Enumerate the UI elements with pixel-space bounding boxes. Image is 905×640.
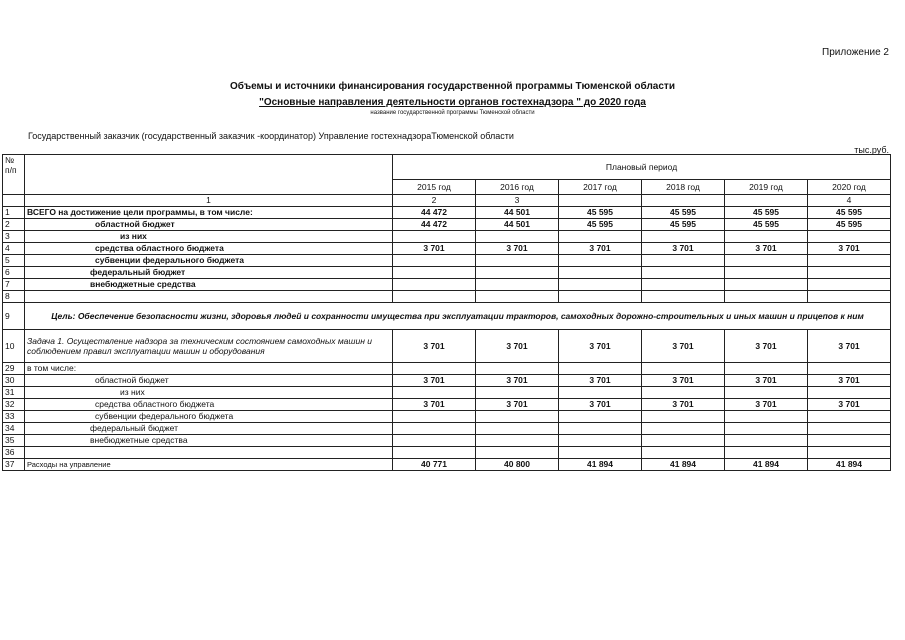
table-row [3, 399, 891, 411]
value-cell [476, 291, 559, 303]
col-number-cell [559, 195, 642, 207]
row-number-cell: 1 [3, 207, 25, 219]
value-cell [393, 291, 476, 303]
row-number-cell: 10 [3, 330, 25, 363]
value-cell [476, 435, 559, 447]
row-number-cell: 9 [3, 303, 25, 330]
value-cell [725, 255, 808, 267]
row-number-cell: 30 [3, 375, 25, 387]
value-cell [725, 231, 808, 243]
value-cell [642, 423, 725, 435]
value-cell: 45 595 [725, 207, 808, 219]
table-row [3, 219, 891, 231]
value-cell [393, 363, 476, 375]
value-cell: 3 701 [393, 375, 476, 387]
row-label-cell: Задача 1. Осуществление надзора за техническим состоянием самоходных машин и соблюдением правил эксплуатации машин и оборудования [25, 330, 393, 363]
value-cell [559, 447, 642, 459]
value-cell [642, 435, 725, 447]
row-number-cell: 2 [3, 219, 25, 231]
value-cell: 3 701 [808, 399, 891, 411]
table-row [3, 279, 891, 291]
value-cell [642, 387, 725, 399]
table-row [3, 435, 891, 447]
value-cell: 40 800 [476, 459, 559, 471]
value-cell [808, 231, 891, 243]
row-label-cell: из них [25, 231, 393, 243]
row-label-cell: областной бюджет [25, 219, 393, 231]
value-cell [476, 231, 559, 243]
value-cell [476, 423, 559, 435]
financing-table [2, 154, 891, 471]
col-number-cell [725, 195, 808, 207]
row-label-cell: в том числе: [25, 363, 393, 375]
value-cell: 3 701 [559, 243, 642, 255]
value-cell [725, 423, 808, 435]
col-number-cell [642, 195, 725, 207]
value-cell [725, 267, 808, 279]
document-title: Объемы и источники финансирования государственной программы Тюменской области [230, 81, 675, 92]
value-cell: 41 894 [642, 459, 725, 471]
program-name-caption: название государственной программы Тюменской области [370, 110, 535, 116]
value-cell [642, 279, 725, 291]
table-row [3, 375, 891, 387]
row-number-cell: 29 [3, 363, 25, 375]
value-cell: 41 894 [725, 459, 808, 471]
year-header: 2019 год [725, 180, 808, 195]
table-row [3, 447, 891, 459]
table-row [3, 423, 891, 435]
table-row [3, 231, 891, 243]
row-number-cell: 31 [3, 387, 25, 399]
value-cell: 3 701 [393, 243, 476, 255]
year-header: 2015 год [393, 180, 476, 195]
row-label-cell: федеральный бюджет [25, 423, 393, 435]
value-cell [808, 423, 891, 435]
value-cell [808, 411, 891, 423]
table-row [3, 363, 891, 375]
plan-period-header: Плановый период [393, 155, 891, 180]
value-cell: 3 701 [642, 399, 725, 411]
value-cell: 3 701 [725, 375, 808, 387]
table-row [3, 303, 891, 330]
row-number-cell: 7 [3, 279, 25, 291]
value-cell: 45 595 [559, 219, 642, 231]
row-label-cell: средства областного бюджета [25, 399, 393, 411]
num-header: № п/п [3, 155, 25, 195]
value-cell [808, 267, 891, 279]
value-cell [393, 231, 476, 243]
col-number-cell: 4 [808, 195, 891, 207]
state-customer: Государственный заказчик (государственный заказчик -координатор) Управление гостехнадзораТюменской области [28, 131, 514, 141]
units-label: тыс.руб. [854, 145, 889, 155]
value-cell [559, 387, 642, 399]
value-cell [393, 387, 476, 399]
value-cell [393, 435, 476, 447]
value-cell: 40 771 [393, 459, 476, 471]
year-header: 2020 год [808, 180, 891, 195]
value-cell [642, 411, 725, 423]
row-label-cell: субвенции федерального бюджета [25, 255, 393, 267]
row-label-cell: Цель: Обеспечение безопасности жизни, здоровья людей и сохранности имущества при эксплуатации тракторов, самоходных дорожно-строительных и иных машин и прицепов к ним [25, 303, 891, 330]
row-label-cell: средства областного бюджета [25, 243, 393, 255]
value-cell: 3 701 [476, 243, 559, 255]
table-row [3, 411, 891, 423]
appendix-label: Приложение 2 [822, 47, 889, 58]
value-cell: 3 701 [808, 243, 891, 255]
value-cell [725, 387, 808, 399]
value-cell: 45 595 [808, 219, 891, 231]
row-number-cell: 8 [3, 291, 25, 303]
row-label-cell: из них [25, 387, 393, 399]
column-number-row [3, 195, 891, 207]
value-cell [559, 411, 642, 423]
value-cell [808, 363, 891, 375]
value-cell [808, 255, 891, 267]
row-number-cell: 35 [3, 435, 25, 447]
value-cell [642, 363, 725, 375]
value-cell [725, 411, 808, 423]
table-row [3, 255, 891, 267]
value-cell [559, 231, 642, 243]
row-label-cell [25, 291, 393, 303]
value-cell [808, 435, 891, 447]
value-cell [476, 447, 559, 459]
value-cell: 3 701 [559, 330, 642, 363]
value-cell: 3 701 [476, 330, 559, 363]
value-cell: 3 701 [476, 375, 559, 387]
value-cell [808, 279, 891, 291]
label-header [25, 155, 393, 195]
value-cell [559, 255, 642, 267]
value-cell: 3 701 [393, 330, 476, 363]
value-cell: 3 701 [642, 330, 725, 363]
col-number-cell: 3 [476, 195, 559, 207]
value-cell [393, 411, 476, 423]
col-number-cell [3, 195, 25, 207]
program-name: "Основные направления деятельности органов гостехнадзора " до 2020 года [259, 97, 646, 108]
table-row [3, 267, 891, 279]
col-number-cell: 2 [393, 195, 476, 207]
value-cell [559, 363, 642, 375]
row-label-cell: субвенции федерального бюджета [25, 411, 393, 423]
row-number-cell: 32 [3, 399, 25, 411]
value-cell: 45 595 [725, 219, 808, 231]
table-row [3, 459, 891, 471]
row-number-cell: 36 [3, 447, 25, 459]
value-cell [808, 291, 891, 303]
value-cell: 3 701 [642, 243, 725, 255]
value-cell [476, 411, 559, 423]
row-label-cell: внебюджетные средства [25, 279, 393, 291]
row-number-cell: 3 [3, 231, 25, 243]
value-cell [476, 387, 559, 399]
value-cell: 3 701 [559, 399, 642, 411]
value-cell [393, 279, 476, 291]
row-number-cell: 33 [3, 411, 25, 423]
value-cell: 41 894 [808, 459, 891, 471]
value-cell: 3 701 [642, 375, 725, 387]
value-cell: 3 701 [725, 399, 808, 411]
value-cell [559, 279, 642, 291]
row-number-cell: 6 [3, 267, 25, 279]
value-cell: 44 501 [476, 219, 559, 231]
value-cell [725, 363, 808, 375]
value-cell [393, 267, 476, 279]
value-cell [725, 435, 808, 447]
value-cell [642, 447, 725, 459]
row-label-cell: Расходы на управление [25, 459, 393, 471]
value-cell: 3 701 [725, 243, 808, 255]
value-cell [725, 447, 808, 459]
table-row [3, 330, 891, 363]
value-cell [476, 255, 559, 267]
row-label-cell [25, 447, 393, 459]
year-header: 2017 год [559, 180, 642, 195]
col-number-cell: 1 [25, 195, 393, 207]
value-cell [476, 279, 559, 291]
value-cell [393, 255, 476, 267]
value-cell: 3 701 [559, 375, 642, 387]
row-number-cell: 5 [3, 255, 25, 267]
value-cell [725, 279, 808, 291]
value-cell [559, 267, 642, 279]
row-label-cell: областной бюджет [25, 375, 393, 387]
value-cell [642, 267, 725, 279]
value-cell: 45 595 [642, 207, 725, 219]
value-cell [808, 387, 891, 399]
table-row [3, 207, 891, 219]
row-number-cell: 34 [3, 423, 25, 435]
header-row-period [3, 155, 891, 180]
value-cell: 3 701 [808, 375, 891, 387]
table-body [3, 155, 891, 471]
value-cell: 44 501 [476, 207, 559, 219]
value-cell: 45 595 [642, 219, 725, 231]
year-header: 2018 год [642, 180, 725, 195]
value-cell: 45 595 [808, 207, 891, 219]
row-label-cell: федеральный бюджет [25, 267, 393, 279]
value-cell [476, 363, 559, 375]
value-cell: 3 701 [808, 330, 891, 363]
table-row [3, 387, 891, 399]
value-cell [559, 423, 642, 435]
value-cell: 44 472 [393, 219, 476, 231]
value-cell: 44 472 [393, 207, 476, 219]
table-row [3, 243, 891, 255]
value-cell: 3 701 [476, 399, 559, 411]
value-cell [642, 291, 725, 303]
row-number-cell: 4 [3, 243, 25, 255]
value-cell [393, 447, 476, 459]
value-cell [559, 435, 642, 447]
row-number-cell: 37 [3, 459, 25, 471]
value-cell: 45 595 [559, 207, 642, 219]
value-cell [393, 423, 476, 435]
value-cell [725, 291, 808, 303]
value-cell [559, 291, 642, 303]
value-cell [808, 447, 891, 459]
row-label-cell: внебюджетные средства [25, 435, 393, 447]
value-cell [642, 255, 725, 267]
value-cell: 41 894 [559, 459, 642, 471]
value-cell [476, 267, 559, 279]
value-cell [642, 231, 725, 243]
row-label-cell: ВСЕГО на достижение цели программы, в том числе: [25, 207, 393, 219]
table-row [3, 291, 891, 303]
value-cell: 3 701 [725, 330, 808, 363]
year-header: 2016 год [476, 180, 559, 195]
value-cell: 3 701 [393, 399, 476, 411]
